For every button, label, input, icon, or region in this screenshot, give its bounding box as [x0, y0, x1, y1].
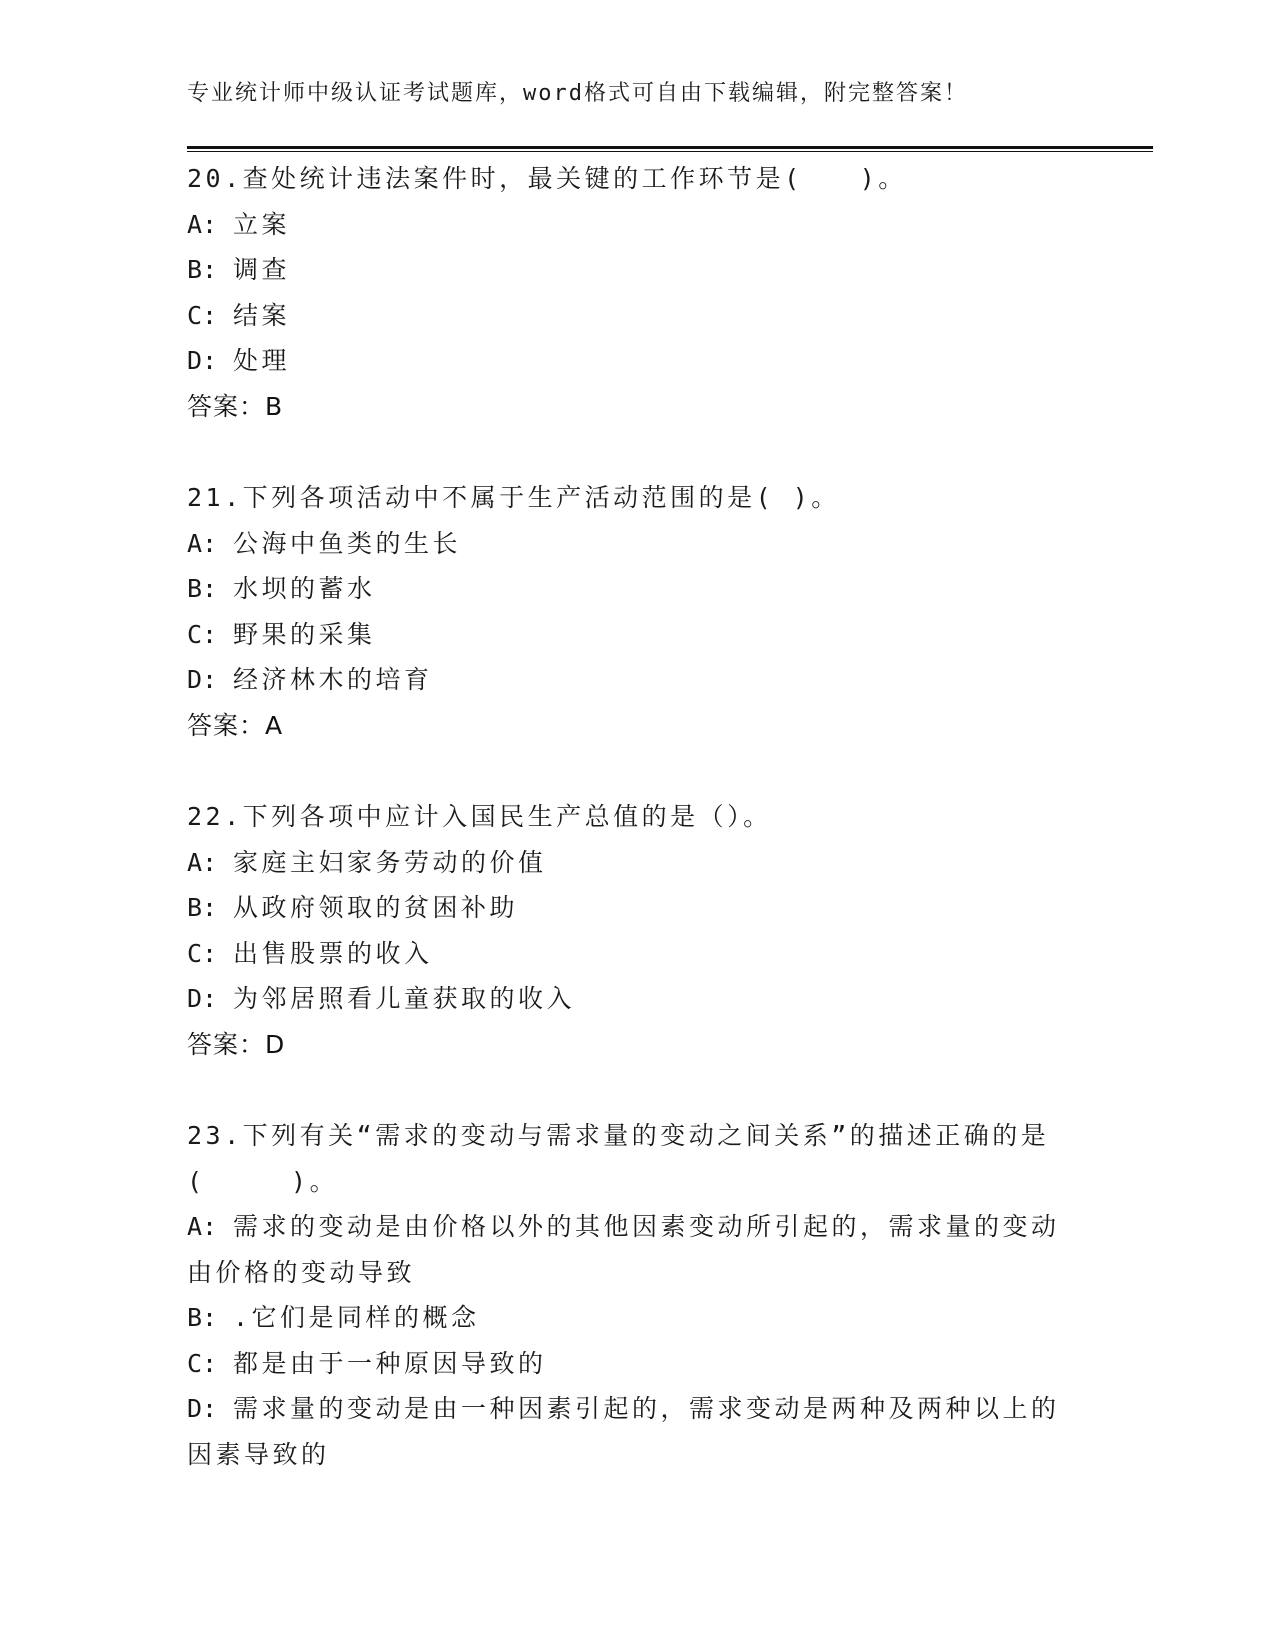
option-letter: C: [187, 1348, 218, 1378]
question-stem: 21.下列各项活动中不属于生产活动范围的是( )。 [187, 483, 840, 512]
question-21 [187, 475, 1087, 748]
option-text: 出售股票的收入 [233, 938, 433, 968]
option-a [187, 202, 1087, 248]
question-stem: 22.下列各项中应计入国民生产总值的是（）。 [187, 802, 772, 831]
option-letter: C: [187, 938, 218, 968]
answer-line: 答案：D [187, 1029, 286, 1059]
option-letter: D: [187, 984, 218, 1013]
answer-line: 答案：A [187, 710, 284, 740]
option-text: 需求量的变动是由一种因素引起的，需求变动是两种及两种以上的 [233, 1394, 1060, 1423]
header-rule-thick [187, 146, 1153, 149]
option-letter: B: [187, 893, 218, 922]
option-text: 调查 [233, 255, 291, 284]
option-letter: D: [187, 1394, 218, 1423]
option-c [187, 293, 1087, 339]
option-a [187, 840, 1087, 886]
option-d [187, 338, 1087, 384]
question-stem: 23.下列有关“需求的变动与需求量的变动之间关系”的描述正确的是 [187, 1121, 1050, 1150]
option-text: 为邻居照看儿童获取的收入 [233, 984, 576, 1013]
option-c [187, 931, 1087, 977]
option-text: 立案 [233, 209, 291, 239]
question-23 [187, 1113, 1087, 1477]
option-text: 都是由于一种原因导致的 [233, 1348, 547, 1378]
option-d [187, 657, 1087, 703]
option-letter: A: [187, 209, 218, 239]
option-letter: D: [187, 665, 218, 694]
question-list [187, 156, 1087, 1523]
option-letter: A: [187, 528, 218, 558]
question-stem-continued: ( )。 [187, 1166, 339, 1196]
option-text: .它们是同样的概念 [233, 1303, 480, 1332]
option-text: 经济林木的培育 [233, 665, 433, 694]
option-b [187, 885, 1087, 931]
option-letter: A: [187, 847, 218, 877]
question-stem: 20.查处统计违法案件时，最关键的工作环节是( )。 [187, 164, 907, 193]
option-text: 野果的采集 [233, 619, 376, 649]
answer-line: 答案：B [187, 391, 284, 421]
option-letter: D: [187, 346, 218, 375]
option-text: 处理 [233, 346, 291, 375]
option-a [187, 521, 1087, 567]
header-rule-thin [187, 151, 1153, 152]
option-d [187, 1386, 1087, 1432]
option-b [187, 247, 1087, 293]
option-text: 结案 [233, 300, 291, 330]
option-b [187, 566, 1087, 612]
option-text: 水坝的蓄水 [233, 574, 376, 603]
option-c [187, 612, 1087, 658]
option-text: 需求的变动是由价格以外的其他因素变动所引起的，需求量的变动 [233, 1212, 1060, 1241]
option-letter: B: [187, 255, 218, 284]
option-letter: C: [187, 619, 218, 649]
question-20 [187, 156, 1087, 429]
option-text: 公海中鱼类的生长 [233, 528, 462, 558]
option-text: 家庭主妇家务劳动的价值 [233, 847, 547, 877]
page-header: 专业统计师中级认证考试题库，word格式可自由下载编辑，附完整答案！ [187, 81, 968, 106]
option-d [187, 976, 1087, 1022]
option-a [187, 1204, 1087, 1250]
option-b [187, 1295, 1087, 1341]
option-letter: A: [187, 1212, 218, 1241]
option-c [187, 1341, 1087, 1387]
option-letter: B: [187, 1303, 218, 1332]
question-22 [187, 794, 1087, 1067]
option-letter: C: [187, 300, 218, 330]
option-letter: B: [187, 574, 218, 603]
option-d-continued: 因素导致的 [187, 1439, 330, 1469]
option-a-continued: 由价格的变动导致 [187, 1257, 416, 1287]
option-text: 从政府领取的贫困补助 [233, 893, 519, 922]
